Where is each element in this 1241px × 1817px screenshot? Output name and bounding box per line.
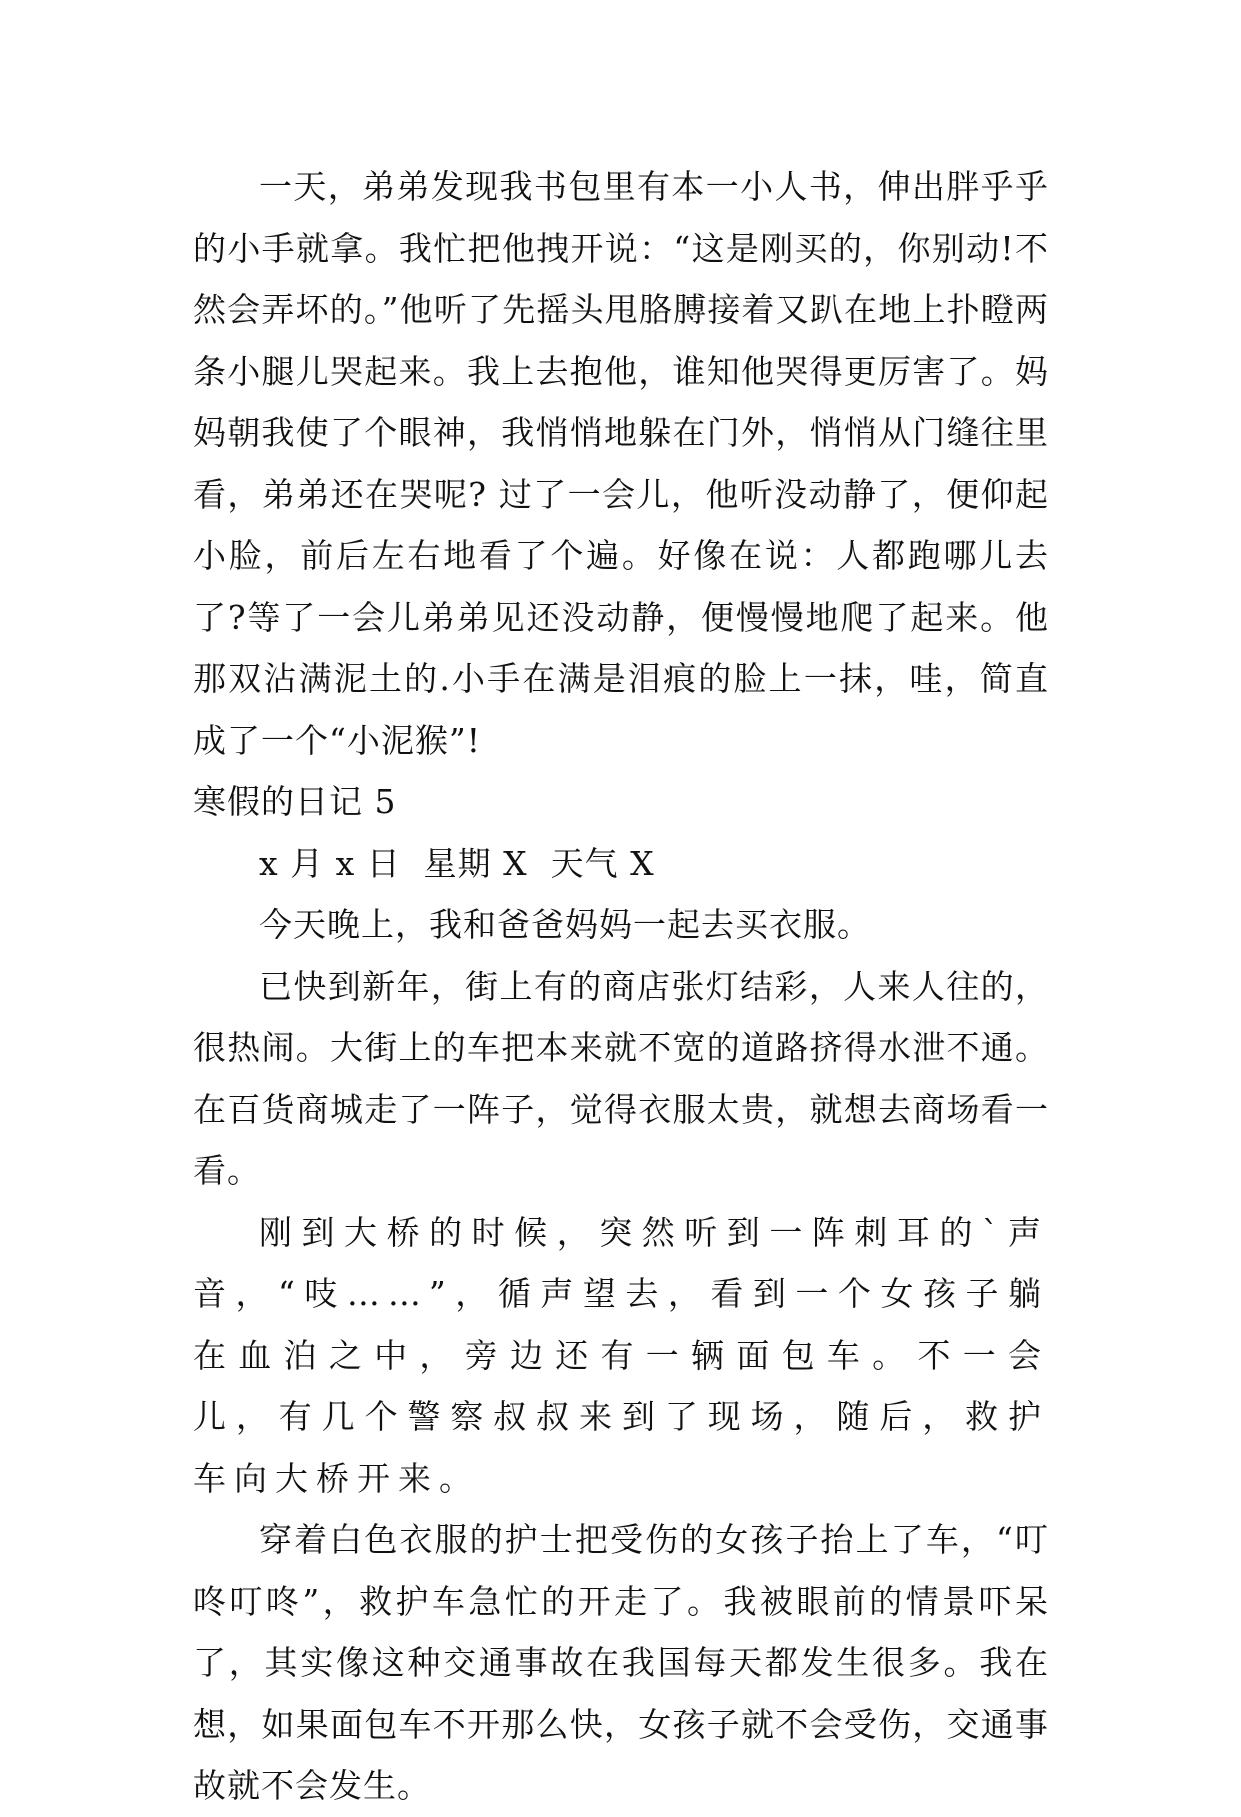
section-title: 寒假的日记 5 [193, 782, 397, 821]
paragraph-little-brother: 一天，弟弟发现我书包里有本一小人书，伸出胖乎乎的小手就拿。我忙把他拽开说：“这是刚买的，你别动!不然会弄坏的。”他听了先摇头甩胳膊接着又趴在地上扑瞪两条小腿儿哭起来。我上去抱他，谁知他哭得更厉害了。妈妈朝我使了个眼神，我悄悄地躲在门外，悄悄从门缝往里看，弟弟还在哭呢? 过了一会儿，他听没动静了，便仰起小脸，前后左右地看了个遍。好像在说：人都跑哪儿去了?等了一会儿弟弟见还没动静，便慢慢地爬了起来。他那双沾满泥土的.小手在满是泪痕的脸上一抹，哇，简直成了一个“小泥猴”! [193, 167, 1049, 760]
paragraph-buy-clothes: 今天晚上，我和爸爸妈妈一起去买衣服。 [259, 905, 871, 944]
paragraph-new-year-street: 已快到新年，街上有的商店张灯结彩，人来人往的，很热闹。大街上的车把本来就不宽的道路挤得水泄不通。在百货商城走了一阵子，觉得衣服太贵，就想去商场看一看。 [193, 966, 1049, 1190]
paragraph-bridge-accident: 刚到大桥的时候，突然听到一阵刺耳的`声音，“吱……”，循声望去，看到一个女孩子躺在血泊之中，旁边还有一辆面包车。不一会儿，有几个警察叔叔来到了现场，随后，救护车向大桥开来。 [193, 1212, 1049, 1498]
diary-date-line: x 月 x 日 星期 X 天气 X [259, 843, 655, 883]
document-body [193, 156, 1049, 1817]
paragraph-ambulance: 穿着白色衣服的护士把受伤的女孩子抬上了车，“叮咚叮咚”，救护车急忙的开走了。我被眼前的情景吓呆了，其实像这种交通事故在我国每天都发生很多。我在想，如果面包车不开那么快，女孩子就不会受伤，交通事故就不会发生。 [193, 1520, 1049, 1805]
